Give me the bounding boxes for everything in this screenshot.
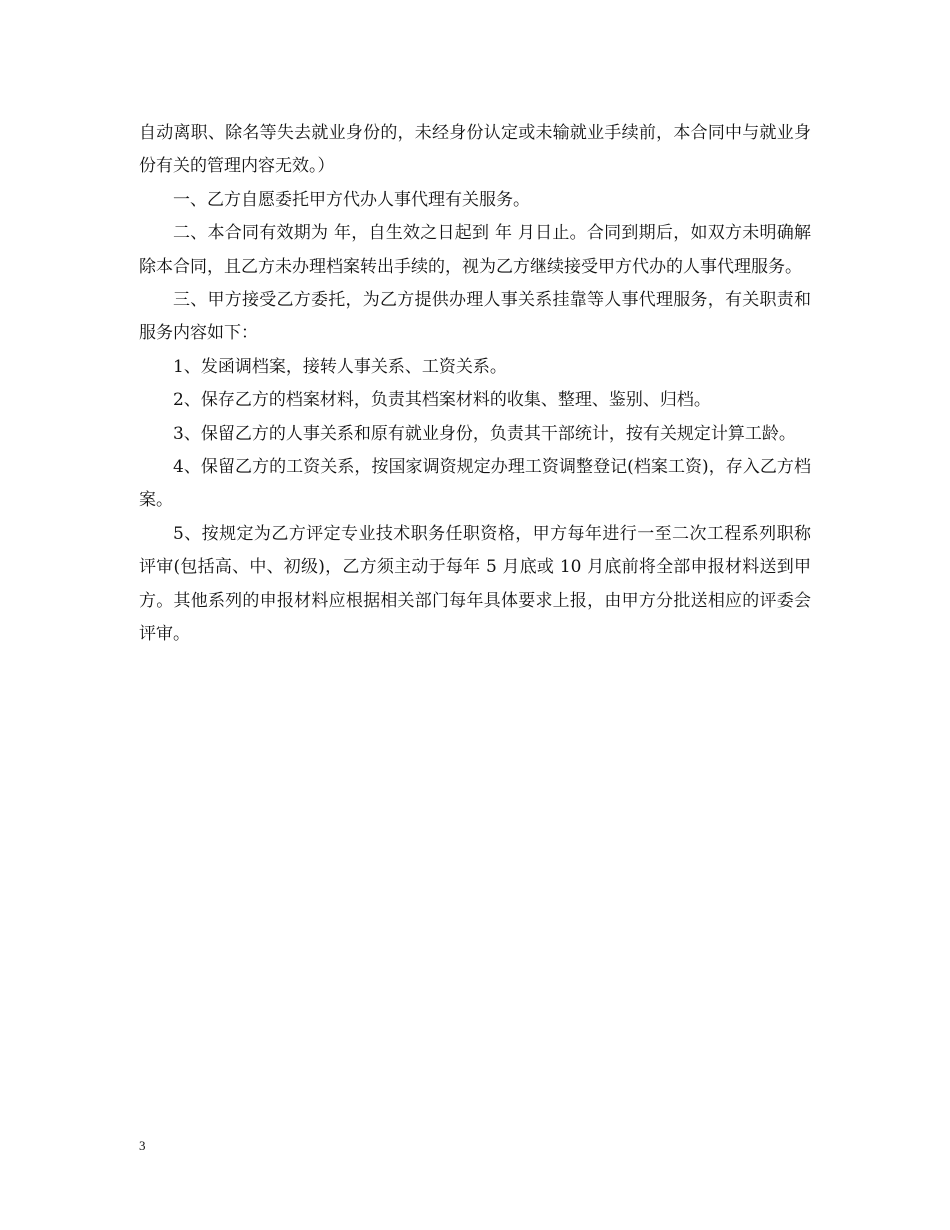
paragraph-clause-2: 二、本合同有效期为 年，自生效之日起到 年 月日止。合同到期后，如双方未明确解除本合同，且乙方未办理档案转出手续的，视为乙方继续接受甲方代办的人事代理服务。 — [139, 223, 811, 277]
list-item-3: 3、保留乙方的人事关系和原有就业身份，负责其干部统计，按有关规定计算工龄。 — [173, 423, 796, 444]
page-number: 3 — [139, 1138, 146, 1153]
list-item-1: 1、发函调档案，接转人事关系、工资关系。 — [173, 356, 507, 377]
list-item-2: 2、保存乙方的档案材料，负责其档案材料的收集、整理、鉴别、归档。 — [173, 390, 711, 411]
document-body — [139, 117, 811, 652]
paragraph-continuation: 自动离职、除名等失去就业身份的，未经身份认定或未输就业手续前，本合同中与就业身份有关的管理内容无效。） — [139, 123, 811, 177]
list-item-5: 5、按规定为乙方评定专业技术职务任职资格，甲方每年进行一至二次工程系列职称评审(包括高、中、初级)，乙方须主动于每年 5 月底或 10 月底前将全部申报材料送到甲方。其他系列的申报材料应根据相关部门每年具体要求上报，由甲方分批送相应的评委会评审。 — [139, 523, 811, 645]
paragraph-clause-3: 三、甲方接受乙方委托，为乙方提供办理人事关系挂靠等人事代理服务，有关职责和服务内容如下： — [139, 290, 811, 344]
list-item-4: 4、保留乙方的工资关系，按国家调资规定办理工资调整登记(档案工资)，存入乙方档案。 — [139, 457, 811, 511]
paragraph-clause-1: 一、乙方自愿委托甲方代办人事代理有关服务。 — [173, 189, 530, 210]
